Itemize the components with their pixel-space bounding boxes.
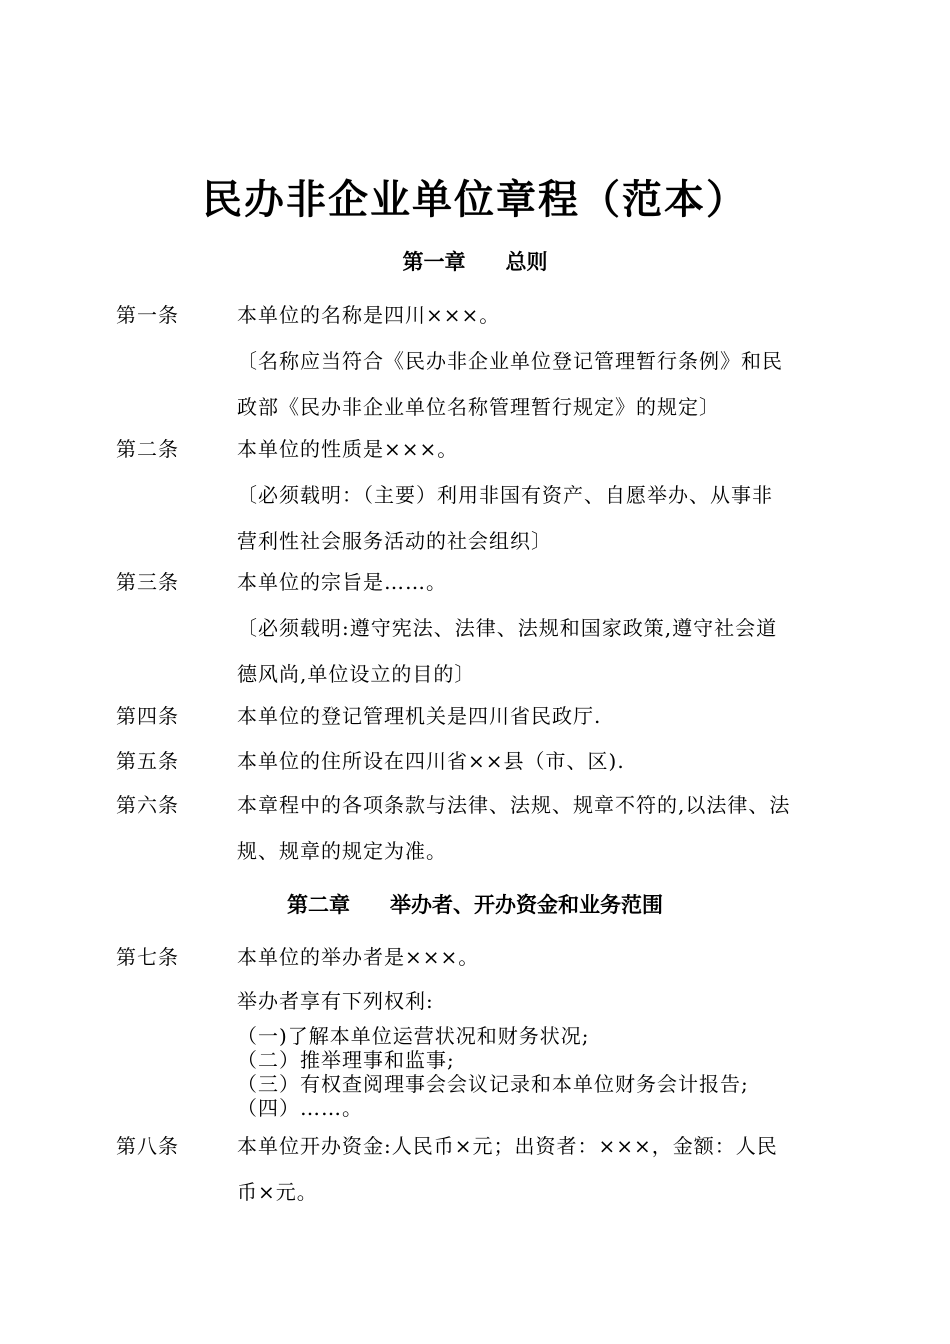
- chapter-number: 第一章: [402, 250, 466, 274]
- chapter-heading-2: [0, 890, 950, 920]
- article-line: 本单位的举办者是×××。: [237, 945, 480, 969]
- rights-item: （二）推举理事和监事;: [237, 1048, 455, 1072]
- article-line: 本单位的性质是×××。: [237, 437, 459, 461]
- article-label: 第三条: [116, 570, 179, 594]
- article-line: 币×元。: [237, 1180, 318, 1204]
- article-line: 营利性社会服务活动的社会组织〕: [237, 529, 552, 553]
- article-body: [237, 934, 837, 980]
- article-label: 第二条: [116, 437, 179, 461]
- article-body: [237, 292, 837, 430]
- article-line: 〔名称应当符合《民办非企业单位登记管理暂行条例》和民: [237, 349, 783, 373]
- article-label: 第七条: [116, 945, 179, 969]
- article-body: [237, 738, 837, 784]
- article-line: 政部《民办非企业单位名称管理暂行规定》的规定〕: [237, 395, 720, 419]
- article-line: 本单位的住所设在四川省××县（市、区).: [237, 749, 625, 773]
- article-label: 第六条: [116, 793, 179, 817]
- article-line: 本章程中的各项条款与法律、法规、规章不符的,以法律、法: [237, 793, 791, 817]
- article-body: [237, 1123, 837, 1215]
- article-line: 本单位的登记管理机关是四川省民政厅.: [237, 704, 602, 728]
- article-line: 〔必须载明:遵守宪法、法律、法规和国家政策,遵守社会道: [237, 616, 778, 640]
- document-title: 民办非企业单位章程（范本）: [202, 177, 748, 223]
- article-body: [237, 559, 837, 697]
- founder-rights: [237, 978, 837, 1120]
- chapter-heading-1: [0, 247, 950, 277]
- article-line: 规、规章的规定为准。: [237, 839, 447, 863]
- rights-item: （四）……。: [237, 1096, 363, 1120]
- article-label: 第一条: [116, 303, 179, 327]
- article-line: 本单位的宗旨是……。: [237, 570, 447, 594]
- chapter-number: 第二章: [287, 893, 350, 917]
- article-line: 本单位开办资金:人民币×元；出资者：×××，金额：人民: [237, 1134, 778, 1158]
- rights-item: （三）有权查阅理事会会议记录和本单位财务会计报告;: [237, 1072, 749, 1096]
- article-label: 第五条: [116, 749, 179, 773]
- article-label: 第四条: [116, 704, 179, 728]
- article-line: 〔必须载明：（主要）利用非国有资产、自愿举办、从事非: [237, 483, 773, 507]
- rights-intro: 举办者享有下列权利:: [237, 989, 434, 1013]
- rights-item: （一)了解本单位运营状况和财务状况;: [237, 1024, 590, 1048]
- article-label: 第八条: [116, 1134, 179, 1158]
- article-body: [237, 426, 837, 564]
- article-line: 本单位的名称是四川×××。: [237, 303, 501, 327]
- article-body: [237, 693, 837, 739]
- chapter-name: 总则: [505, 250, 548, 274]
- chapter-name: 举办者、开办资金和业务范围: [390, 893, 663, 917]
- article-body: [237, 782, 837, 874]
- article-line: 德风尚,单位设立的目的〕: [237, 662, 476, 686]
